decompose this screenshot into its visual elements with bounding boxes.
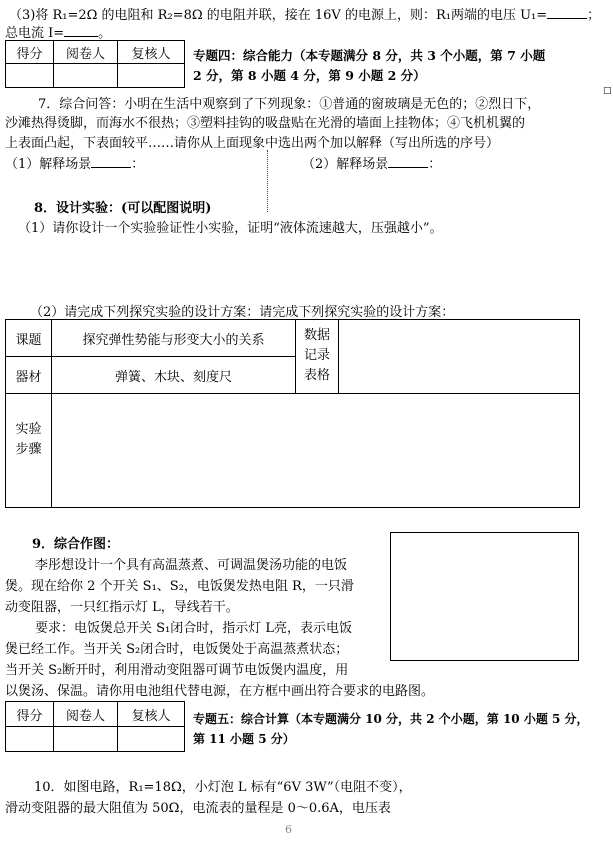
score-header: 得分 — [6, 41, 54, 64]
q8-part2: （2）请完成下列探究实验的设计方案：请完成下列探究实验的设计方案： — [30, 305, 455, 320]
reviewer-header: 复核人 — [118, 702, 185, 727]
q7-line3: 上表面凸起，下表面较平……请你从上面现象中选出两个加以解释（写出所选的序号） — [5, 136, 500, 151]
q9-line4: 动变阻器，一只红指示灯 L，导线若干。 — [5, 600, 239, 615]
q3-line2-end: 。 — [98, 26, 112, 41]
steps-answer-area[interactable] — [52, 395, 579, 507]
equipment-label: 器材 — [15, 369, 42, 385]
grader-cell[interactable] — [54, 727, 118, 752]
q10-line1: 10．如图电路，R₁=18Ω，小灯泡 L 标有“6V 3W”（电阻不变）， — [34, 780, 412, 795]
table-vline-2 — [295, 319, 296, 394]
steps-label: 实验步骤 — [15, 422, 42, 457]
q9-line2: 李彤想设计一个具有高温蒸煮、可调温煲汤功能的电饭 — [35, 558, 348, 573]
q7-scene1 — [5, 153, 144, 172]
topic-label: 课题 — [15, 332, 42, 348]
score-table-topic5 — [5, 701, 185, 752]
topic4-line2: 2 分，第 8 小题 4 分，第 9 小题 2 分） — [193, 68, 426, 83]
q3-line1 — [9, 4, 600, 23]
data-record-label: 数据记录表格 — [303, 328, 330, 383]
reviewer-cell[interactable] — [118, 64, 185, 88]
scene1-colon: ： — [131, 157, 145, 172]
scene2-answer-blank[interactable] — [388, 155, 428, 168]
topic5-line2: 第 11 小题 5 分） — [193, 732, 295, 746]
q3-line1-end: ； — [587, 8, 601, 23]
q9-line6: 煲已经工作。当开关 S₂闭合时，电饭煲处于高温蒸煮状态； — [5, 642, 349, 657]
scene1-answer-blank[interactable] — [91, 155, 131, 168]
q7-scene2 — [302, 153, 441, 172]
topic4-line1: 专题四：综合能力（本专题满分 8 分，共 3 个小题，第 7 小题 — [193, 48, 546, 63]
q7-line1: 7．综合问答：小明在生活中观察到了下列现象：①普通的窗玻璃是无色的；②烈日下， — [38, 97, 541, 112]
data-record-area[interactable] — [339, 320, 579, 393]
q7-line2: 沙滩热得烫脚，而海水不很热；③塑料挂钩的吸盘贴在光滑的墙面上挂物体；④飞机机翼的 — [5, 116, 526, 131]
grader-header: 阅卷人 — [54, 41, 118, 64]
q8-title: 8．设计实验：(可以配图说明) — [34, 201, 212, 216]
page-number: 6 — [285, 823, 292, 836]
q8-part1: （1）请你设计一个实验验证性小实验，证明“液体流速越大，压强越小”。 — [18, 221, 443, 236]
reviewer-header: 复核人 — [118, 41, 185, 64]
q9-line8: 以煲汤、保温。请你用电池组代替电源，在方框中画出符合要求的电路图。 — [5, 684, 435, 699]
grader-header: 阅卷人 — [54, 702, 118, 727]
topic-value: 探究弹性势能与形变大小的关系 — [82, 332, 265, 348]
scene1-label: （1）解释场景 — [5, 157, 92, 172]
grader-cell[interactable] — [54, 64, 118, 88]
q9-line5: 要求：电饭煲总开关 S₁闭合时，指示灯 L亮，表示电饭 — [35, 621, 353, 636]
u1-answer-blank[interactable] — [547, 6, 587, 19]
q3-line1-text: （3)将 R₁=2Ω 的电阻和 R₂=8Ω 的电阻并联，接在 16V 的电源上，则：R₁两端的电压 U₁= — [9, 8, 548, 23]
current-answer-blank[interactable] — [64, 24, 98, 37]
circuit-drawing-box[interactable] — [390, 532, 579, 661]
answer-divider-line — [267, 150, 268, 212]
q9-line7: 当开关 S₂断开时，利用滑动变阻器可调节电饭煲内温度，用 — [5, 663, 349, 678]
score-table-topic4 — [5, 40, 185, 88]
scene2-colon: ： — [428, 157, 442, 172]
score-cell[interactable] — [6, 727, 54, 752]
topic5-line1: 专题五：综合计算（本专题满分 10 分，共 2 个小题，第 10 小题 5 分， — [193, 712, 589, 726]
q9-line1: 9．综合作图： — [32, 537, 120, 552]
q3-line2-text: 总电流 I= — [5, 26, 65, 41]
score-header: 得分 — [6, 702, 54, 727]
score-cell[interactable] — [6, 64, 54, 88]
q3-line2 — [5, 22, 111, 41]
scene2-label: （2）解释场景 — [302, 157, 389, 172]
equipment-value: 弹簧、木块、刻度尺 — [114, 369, 232, 385]
q10-line2: 滑动变阻器的最大阻值为 50Ω，电流表的量程是 0～0.6A，电压表 — [5, 801, 391, 816]
corner-mark: □ — [603, 86, 612, 96]
reviewer-cell[interactable] — [118, 727, 185, 752]
q9-line3: 煲。现在给你 2 个开关 S₁、S₂，电饭煲发热电阻 R，一只滑 — [5, 579, 354, 594]
